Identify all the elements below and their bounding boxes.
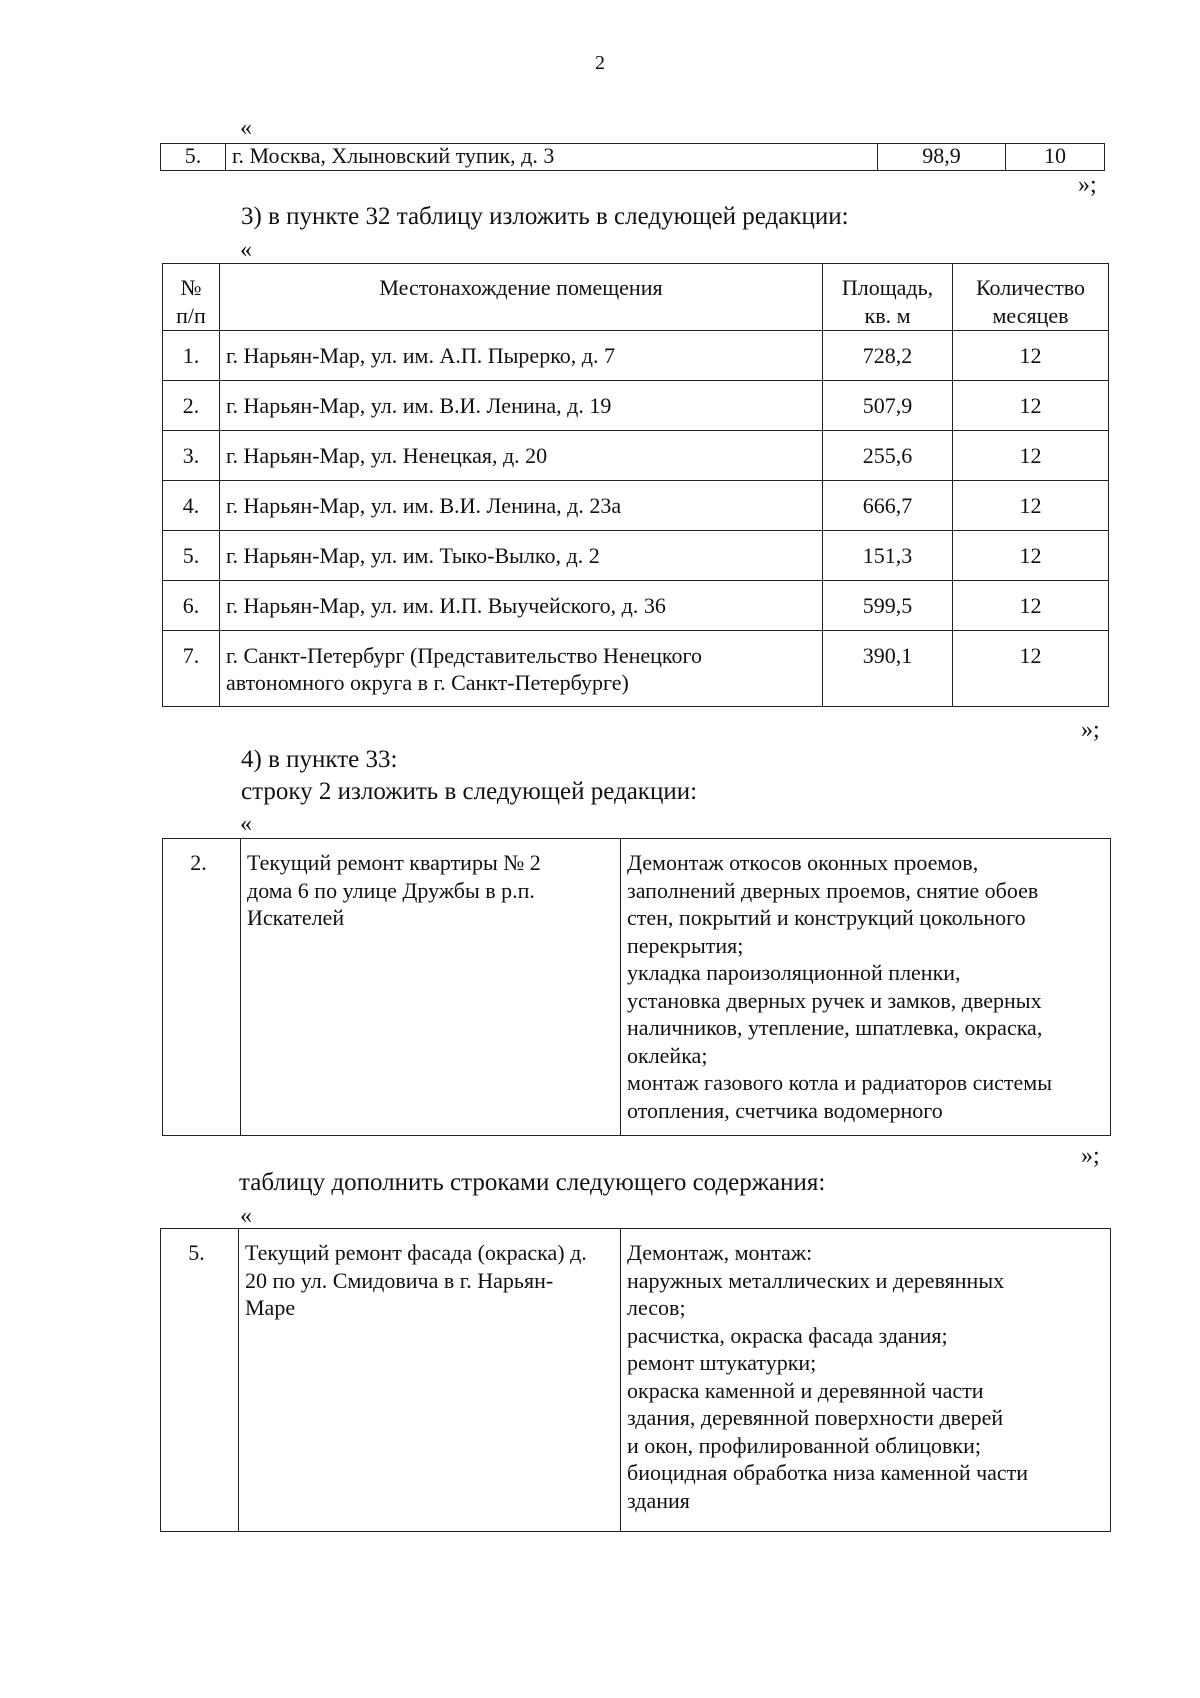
cell-num: 7.	[163, 631, 220, 707]
cell-area: 98,9	[878, 144, 1006, 171]
cell-num: 2.	[163, 381, 220, 431]
cell-num: 5.	[161, 144, 226, 171]
work-line: биоцидная обработка низа каменной части	[627, 1460, 1029, 1485]
cell-num: 5.	[163, 531, 220, 581]
work-line: здания, деревянной поверхности дверей	[627, 1405, 1004, 1430]
cell-works	[621, 1229, 1111, 1532]
cell-title: Текущий ремонт фасада (окраска) д. 20 по ул. Смидовича в г. Нарьян-Маре	[239, 1229, 621, 1532]
cell-num: 1.	[163, 331, 220, 381]
table-row	[163, 431, 1109, 481]
table-2	[162, 263, 1109, 707]
cell-num: 5.	[161, 1229, 239, 1532]
table-3	[162, 838, 1111, 1136]
work-line: монтаж газового котла и радиаторов системы	[627, 1070, 1052, 1095]
cell-num: 6.	[163, 581, 220, 631]
work-line: и окон, профилированной облицовки;	[627, 1432, 981, 1458]
table-4	[160, 1228, 1111, 1532]
cell-area: 599,5	[823, 581, 953, 631]
cell-months: 10	[1006, 144, 1105, 171]
work-line: Демонтаж, монтаж:	[627, 1240, 813, 1265]
table-row	[163, 331, 1109, 381]
work-line: перекрытия;	[627, 932, 744, 958]
cell-works	[621, 839, 1111, 1136]
work-line: укладка пароизоляционной пленки,	[627, 960, 961, 985]
cell-months: 12	[953, 631, 1109, 707]
cell-months: 12	[953, 581, 1109, 631]
quote-open: «	[240, 115, 252, 141]
cell-months: 12	[953, 331, 1109, 381]
work-line: стен, покрытий и конструкций цокольного	[627, 905, 1026, 930]
table-row	[161, 144, 1105, 171]
cell-address: г. Нарьян-Мар, ул. им. В.И. Ленина, д. 23а	[220, 481, 823, 531]
table-row	[163, 581, 1109, 631]
cell-months: 12	[953, 481, 1109, 531]
cell-address: г. Москва, Хлыновский тупик, д. 3	[226, 144, 878, 171]
cell-address: г. Нарьян-Мар, ул. Ненецкая, д. 20	[220, 431, 823, 481]
paragraph-5: таблицу дополнить строками следующего содержания:	[239, 1169, 826, 1196]
cell-area: 151,3	[823, 531, 953, 581]
cell-area: 507,9	[823, 381, 953, 431]
quote-close: »;	[1081, 717, 1100, 743]
cell-title: Текущий ремонт квартиры № 2 дома 6 по улице Дружбы в р.п. Искателей	[241, 839, 621, 1136]
quote-open: «	[240, 237, 252, 263]
work-line: расчистка, окраска фасада здания;	[627, 1322, 948, 1348]
work-line: наличников, утепление, шпатлевка, окраска,	[627, 1015, 1043, 1040]
cell-months: 12	[953, 431, 1109, 481]
work-line: установка дверных ручек и замков, дверных	[627, 987, 1042, 1013]
header-area: Площадь, кв. м	[823, 264, 953, 331]
cell-months: 12	[953, 381, 1109, 431]
work-line: здания	[627, 1487, 690, 1513]
quote-open: «	[240, 811, 252, 837]
cell-months: 12	[953, 531, 1109, 581]
page-number: 2	[595, 52, 605, 74]
work-line: лесов;	[627, 1295, 686, 1320]
work-line: отопления, счетчика водомерного	[627, 1097, 943, 1123]
work-line: окраска каменной и деревянной части	[627, 1377, 984, 1403]
table-1	[160, 143, 1105, 171]
work-line: Демонтаж откосов оконных проемов,	[627, 850, 979, 875]
cell-num: 4.	[163, 481, 220, 531]
cell-num: 3.	[163, 431, 220, 481]
cell-area: 390,1	[823, 631, 953, 707]
paragraph-3: 3) в пункте 32 таблицу изложить в следующей редакции:	[241, 203, 849, 230]
table-row	[163, 631, 1109, 707]
header-num: № п/п	[163, 264, 220, 331]
cell-num: 2.	[163, 839, 241, 1136]
cell-area: 728,2	[823, 331, 953, 381]
quote-close: »;	[1081, 1143, 1100, 1169]
table-row	[163, 481, 1109, 531]
paragraph-4-line-2: строку 2 изложить в следующей редакции:	[241, 778, 698, 805]
work-line: ремонт штукатурки;	[627, 1350, 817, 1375]
cell-address: г. Нарьян-Мар, ул. им. А.П. Пырерко, д. 7	[220, 331, 823, 381]
work-line: наружных металлических и деревянных	[627, 1267, 1005, 1293]
quote-close: »;	[1078, 172, 1097, 198]
cell-area: 255,6	[823, 431, 953, 481]
header-location: Местонахождение помещения	[220, 264, 823, 331]
quote-open: «	[240, 1203, 252, 1229]
table-row	[163, 839, 1111, 1136]
cell-address: г. Санкт-Петербург (Представительство Ненецкого автономного округа в г. Санкт-Петербурге)	[220, 631, 823, 707]
table-row	[163, 531, 1109, 581]
work-line: заполнений дверных проемов, снятие обоев	[627, 877, 1039, 903]
cell-address: г. Нарьян-Мар, ул. им. Тыко-Вылко, д. 2	[220, 531, 823, 581]
cell-address: г. Нарьян-Мар, ул. им. В.И. Ленина, д. 19	[220, 381, 823, 431]
header-months: Количество месяцев	[953, 264, 1109, 331]
cell-address: г. Нарьян-Мар, ул. им. И.П. Выучейского, д. 36	[220, 581, 823, 631]
work-line: оклейка;	[627, 1042, 708, 1068]
cell-area: 666,7	[823, 481, 953, 531]
table-row	[161, 1229, 1111, 1532]
table-header-row	[163, 264, 1109, 331]
table-row	[163, 381, 1109, 431]
paragraph-4-line-1: 4) в пункте 33:	[241, 746, 398, 773]
